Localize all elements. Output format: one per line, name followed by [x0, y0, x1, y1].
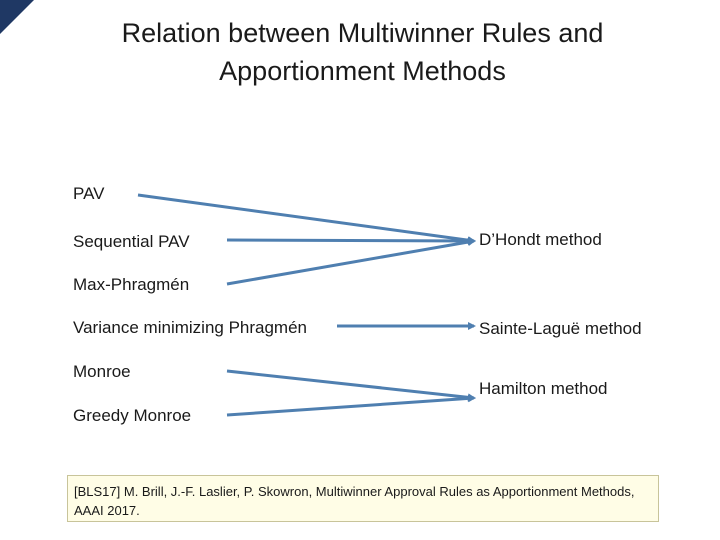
arrow-pav-to-dhondt — [138, 195, 474, 241]
rule-monroe: Monroe — [73, 362, 131, 381]
reference-text: [BLS17] M. Brill, J.-F. Laslier, P. Skowron, Multiwinner Approval Rules as Apportionment Methods, AAAI 2017. — [74, 484, 635, 518]
page-title-line-2: Apportionment Methods — [219, 56, 506, 86]
rule-greedy-monroe: Greedy Monroe — [73, 406, 192, 425]
page-title-line-1: Relation between Multiwinner Rules and — [121, 18, 604, 48]
reference-box — [67, 475, 659, 522]
arrow-greedy-monroe-to-hamilton — [227, 398, 474, 415]
rule-variance-minimizing-phragmen: Variance minimizing Phragmén — [73, 318, 308, 337]
arrow-monroe-to-hamilton — [227, 371, 474, 398]
method-hamilton: Hamilton method — [479, 379, 608, 398]
method-sainte-lague: Sainte-Laguë method — [479, 319, 642, 338]
arrow-max-phragmen-to-dhondt — [227, 241, 474, 284]
method-dhondt: D’Hondt method — [479, 230, 602, 249]
rule-sequential-pav: Sequential PAV — [73, 232, 190, 251]
arrow-sequential-pav-to-dhondt — [227, 240, 474, 241]
rule-pav: PAV — [73, 184, 105, 203]
rule-max-phragmen: Max-Phragmén — [73, 275, 190, 294]
